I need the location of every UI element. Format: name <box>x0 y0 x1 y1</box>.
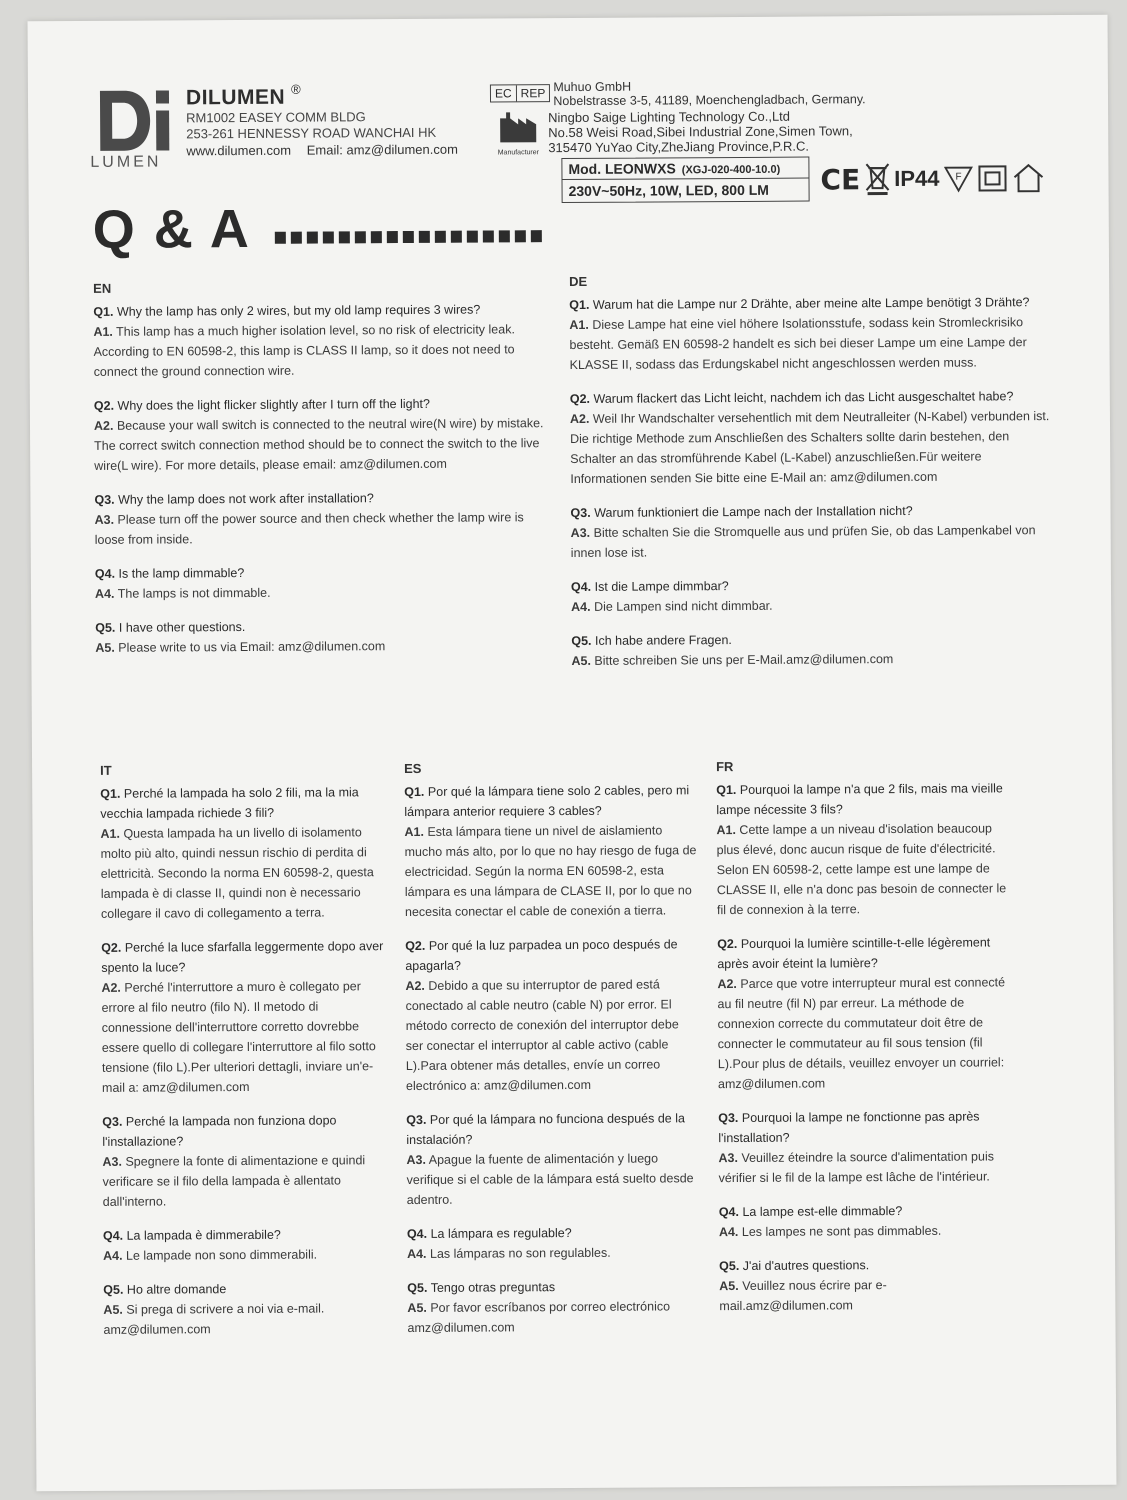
qa-item <box>571 628 1059 671</box>
website: www.dilumen.com <box>186 142 292 159</box>
answer-number: A5. <box>719 1278 739 1294</box>
qa-item <box>405 934 698 1096</box>
answer-text: Esta lámpara tiene un nivel de aislamiento mucho más alto, por lo que no hay riesgo de fuga de electricidad. Según la norma EN 60598-2, esta lámpara es una lámpara de CLASE II, por lo que no necesita conectar el cable de conexión a tierra. <box>404 823 697 920</box>
email: Email: amz@dilumen.com <box>306 141 458 158</box>
answer-text: Debido a que su interruptor de pared está conectado al cable neutro (cable N) por error. El método correcto de conexión del interruptor debe ser conectar el interruptor al cable activo (cable L).Para obtener más detalles, envíe un correo electrónico a: amz@dilumen.com <box>405 977 679 1094</box>
question <box>716 778 1016 820</box>
answer-text: Le lampade non sono dimmerabili. <box>125 1247 318 1263</box>
question-number: Q5. <box>407 1280 428 1296</box>
answer-text: Spegnere la fonte di alimentazione e quindi verificare se il filo della lampada è allentato dall'interno. <box>102 1153 366 1209</box>
answer <box>100 822 389 924</box>
question <box>102 1110 390 1152</box>
question-number: Q4. <box>718 1204 740 1220</box>
question-number: Q4. <box>406 1226 428 1242</box>
model-name: Mod. LEONWXS <box>568 160 676 178</box>
logo-mark-icon <box>96 84 180 155</box>
answer-number: A2. <box>101 980 121 995</box>
company-info <box>185 81 458 159</box>
qa-item <box>406 1108 699 1210</box>
manufacturer-address-1: No.58 Weisi Road,Sibei Industrial Zone,Simen Town, <box>548 123 853 141</box>
factory-icon <box>498 110 538 144</box>
answer-text: Questa lampada ha un livello di isolamento molto più alto, quindi nessun rischio di perdita di elettricità. Secondo la norma EN 60598-2, questa lampada è di classe II, quindi non è necessario collegare il cavo di collegamento a terra. <box>100 825 374 921</box>
question-number: Q1. <box>100 786 121 801</box>
title-dots <box>275 230 542 244</box>
qa-item <box>571 574 1059 617</box>
question-text: Why the lamp has only 2 wires, but my old lamp requires 3 wires? <box>116 302 481 319</box>
ec-rep-address: Nobelstrasse 3-5, 41189, Moenchengladbach, Germany. <box>553 92 866 109</box>
qa-item <box>718 1106 1018 1188</box>
question-number: Q1. <box>716 782 737 798</box>
answer-text: Parce que votre interrupteur mural est connecté au fil neutre (fil N) par erreur. La méthode de connexion correcte du commutateur doit être de connecter le commutateur au fil sous tension (fil L).Pour plus de détails, veuillez envoyer un courriel: amz@dilumen.com <box>717 975 1006 1092</box>
answer <box>716 818 1017 920</box>
indoor-use-icon <box>1011 163 1045 193</box>
answer-text: Veuillez nous écrire par e-mail.amz@dilumen.com <box>719 1278 887 1314</box>
answer-number: A2. <box>569 411 590 427</box>
qa-item <box>569 292 1057 375</box>
question-number: Q2. <box>101 940 122 955</box>
company-name: DILUMEN <box>185 85 286 110</box>
rep-label: REP <box>516 85 550 101</box>
svg-text:F: F <box>955 171 962 183</box>
qa-section-fr <box>716 755 1019 1330</box>
question <box>103 1224 391 1246</box>
question <box>100 782 388 824</box>
qa-item <box>407 1222 699 1264</box>
question <box>404 780 696 822</box>
answer <box>719 1220 1019 1242</box>
answer-text: Las lámparas no son regulables. <box>429 1245 611 1261</box>
answer-number: A5. <box>103 1302 123 1317</box>
certification-marks <box>820 161 1045 196</box>
answer-number: A2. <box>405 978 425 994</box>
ec-label: EC <box>494 86 512 101</box>
answer-number: A1. <box>569 317 589 333</box>
answer-text: Please turn off the power source and then check whether the lamp wire is loose from inside. <box>94 510 524 547</box>
answer <box>719 1274 1019 1316</box>
qa-item <box>103 1224 391 1266</box>
question-text: Is the lamp dimmable? <box>118 565 245 581</box>
question-number: Q2. <box>569 391 591 407</box>
qa-section-de <box>569 269 1060 685</box>
question-text: Pourquoi la lampe n'a que 2 fils, mais ma vieille lampe nécessite 3 fils? <box>716 781 1003 818</box>
question-text: Perché la luce sfarfalla leggermente dopo aver spento la luce? <box>101 939 384 975</box>
answer-number: A4. <box>718 1224 739 1240</box>
question-text: J'ai d'autres questions. <box>742 1258 870 1273</box>
manufacturer-label: Manufacturer <box>497 149 539 157</box>
qa-item <box>719 1200 1019 1242</box>
answer-number: A4. <box>94 586 115 601</box>
answer-number: A2. <box>93 418 114 433</box>
logo-wordmark: LUMEN <box>90 153 162 171</box>
answer <box>95 635 547 658</box>
answer <box>103 1244 391 1266</box>
answer <box>571 594 1059 617</box>
answer <box>95 507 547 550</box>
question <box>407 1222 699 1244</box>
answer <box>718 1146 1018 1188</box>
answer-number: A3. <box>718 1150 738 1166</box>
answer-number: A1. <box>100 826 120 841</box>
question-number: Q4. <box>570 579 592 595</box>
qa-item <box>407 1276 699 1338</box>
instruction-sheet <box>28 15 1117 1492</box>
answer-text: This lamp has a much higher isolation level, so no risk of electricity leak. According to EN 60598-2, this lamp is CLASS II lamp, so it does not need to connect the ground connection wire. <box>93 322 515 379</box>
question-text: Tengo otras preguntas <box>430 1280 556 1295</box>
qa-item <box>93 299 545 382</box>
language-heading: EN <box>93 280 112 296</box>
answer-number: A3. <box>94 512 115 527</box>
question-text: La lampe est-elle dimmable? <box>742 1203 903 1219</box>
answer-text: Because your wall switch is connected to the neutral wire(N wire) by mistake. The correct switch connection method should be to connect the switch to the live wire(L wire). For more details, please email: amz@dilumen.com <box>94 416 544 473</box>
question-number: Q2. <box>717 936 738 952</box>
question-text: Por qué la lámpara no funciona después de la instalación? <box>406 1111 685 1148</box>
question-number: Q5. <box>95 620 116 635</box>
question <box>717 932 1017 974</box>
answer-text: Die Lampen sind nicht dimmbar. <box>594 598 773 614</box>
answer-number: A5. <box>407 1300 427 1316</box>
answer-text: Bitte schalten Sie die Stromquelle aus und prüfen Sie, ob das Lampenkabel von innen lose ist. <box>570 523 1036 561</box>
question-number: Q5. <box>571 633 592 649</box>
question-text: Por qué la luz parpadea un poco después de apagarla? <box>405 937 678 974</box>
manufacturer-address-2: 315470 YuYao City,ZheJiang Province,P.R.C. <box>548 138 809 156</box>
question-text: Pourquoi la lumière scintille-t-elle légèrement après avoir éteint la lumière? <box>717 935 991 972</box>
answer-number: A3. <box>102 1154 122 1169</box>
answer <box>404 820 697 922</box>
answer <box>406 1148 698 1210</box>
answer <box>405 974 698 1096</box>
answer-text: Please write to us via Email: amz@dilumen.com <box>118 639 386 655</box>
answer-text: Weil Ihr Wandschalter versehentlich mit dem Neutralleiter (N-Kabel) verbunden ist. Die richtige Methode zum Anschließen des Schalters sollte darin bestehen, den Schalter an das stromführende Kabel (L-Kabel) anzuschließen.Für weitere Informationen senden Sie bitte eine E-Mail an: amz@dilumen.com <box>570 409 1050 487</box>
answer <box>95 581 547 604</box>
answer-number: A4. <box>571 599 591 615</box>
answer <box>571 520 1059 563</box>
answer-number: A4. <box>407 1246 427 1262</box>
language-heading: ES <box>404 760 422 777</box>
page-title: Q & A <box>92 198 251 260</box>
qa-section-en <box>93 276 547 672</box>
question-text: Por qué la lámpara tiene solo 2 cables, pero mi lámpara anterior requiere 3 cables? <box>404 783 690 820</box>
question <box>103 1278 391 1300</box>
answer-text: Por favor escríbanos por correo electrónico amz@dilumen.com <box>407 1299 671 1336</box>
model-code: (XGJ-020-400-10.0) <box>681 163 781 177</box>
answer-number: A4. <box>103 1248 123 1263</box>
question <box>405 934 697 976</box>
answer <box>407 1296 699 1338</box>
question <box>101 936 389 978</box>
answer-text: Diese Lampe hat eine viel höhere Isolationsstufe, sodass kein Stromleckrisiko besteht. Gemäß EN 60598-2 handelt es sich bei dieser Lampe um eine Lampe der KLASSE II, sodass das Erdungskabel nicht angeschlossen werden muss. <box>569 315 1027 373</box>
language-heading: FR <box>716 759 734 775</box>
question-text: Warum hat die Lampe nur 2 Drähte, aber meine alte Lampe benötigt 3 Drähte? <box>592 295 1030 312</box>
question-number: Q1. <box>404 784 425 800</box>
answer <box>103 1298 391 1340</box>
answer <box>93 319 545 382</box>
weee-bin-icon <box>864 162 890 196</box>
qa-item <box>570 386 1059 489</box>
language-heading: DE <box>569 273 588 290</box>
answer <box>94 413 546 476</box>
question <box>406 1108 698 1150</box>
answer-number: A3. <box>406 1152 426 1168</box>
ec-rep-name: Muhuo GmbH <box>553 79 632 95</box>
qa-item <box>94 393 546 476</box>
question <box>95 615 547 638</box>
question-text: Warum funktioniert die Lampe nach der Installation nicht? <box>594 503 913 520</box>
question <box>719 1200 1019 1222</box>
question-number: Q5. <box>719 1258 740 1274</box>
question-number: Q2. <box>405 938 426 954</box>
question-text: Pourquoi la lampe ne fonctionne pas après l'installation? <box>718 1109 980 1146</box>
question <box>95 561 547 584</box>
question-text: Perché la lampada ha solo 2 fili, ma la mia vecchia lampada richiede 3 fili? <box>100 785 359 821</box>
answer-number: A2. <box>717 976 737 992</box>
qa-section-it <box>100 759 392 1354</box>
qa-item <box>719 1254 1019 1316</box>
answer <box>569 312 1057 375</box>
address-line-1: RM1002 EASEY COMM BLDG <box>186 109 366 126</box>
question-number: Q4. <box>102 1228 124 1243</box>
answer-number: A3. <box>570 525 591 541</box>
answer <box>570 406 1058 489</box>
question <box>719 1254 1019 1276</box>
manufacturer-name: Ningbo Saige Lighting Technology Co.,Ltd <box>548 108 791 126</box>
question-text: Why the lamp does not work after installation? <box>118 491 374 507</box>
class-ii-icon <box>977 164 1007 192</box>
question-number: Q1. <box>93 304 114 319</box>
answer <box>717 972 1018 1094</box>
question <box>407 1276 699 1298</box>
qa-item <box>102 1110 391 1212</box>
answer-number: A1. <box>716 823 736 838</box>
qa-item <box>101 936 390 1098</box>
f-triangle-icon <box>943 165 973 193</box>
question-number: Q3. <box>406 1112 427 1128</box>
question-text: Perché la lampada non funziona dopo l'installazione? <box>102 1113 337 1149</box>
answer <box>102 1150 390 1212</box>
question <box>718 1106 1018 1148</box>
question-number: Q4. <box>94 566 116 581</box>
qa-item <box>95 561 547 604</box>
model-box <box>561 157 809 204</box>
question-number: Q2. <box>93 398 115 413</box>
model-spec: 230V~50Hz, 10W, LED, 800 LM <box>568 181 769 200</box>
question-number: Q3. <box>94 492 115 507</box>
answer-number: A1. <box>93 324 113 339</box>
qa-item <box>404 780 697 922</box>
question-text: Why does the light flicker slightly after I turn off the light? <box>117 396 430 413</box>
answer <box>571 648 1059 671</box>
registered-mark: ® <box>291 81 301 97</box>
answer-text: Veuillez éteindre la source d'alimentation puis vérifier si le fil de la lampe est lâche de l'intérieur. <box>718 1149 994 1186</box>
question-number: Q1. <box>569 297 590 313</box>
answer <box>101 976 390 1098</box>
qa-item <box>95 615 547 658</box>
address-line-2: 253-261 HENNESSY ROAD WANCHAI HK <box>186 124 437 142</box>
question <box>94 393 546 416</box>
question-number: Q3. <box>718 1110 739 1126</box>
answer-text: Apague la fuente de alimentación y luego verifique si el cable de la lámpara está suelto desde adentro. <box>406 1151 694 1208</box>
question-number: Q3. <box>102 1114 123 1129</box>
answer-number: A5. <box>571 653 591 669</box>
answer-text: Cette lampe a un niveau d'isolation beaucoup plus élevé, donc aucun risque de fuite d'électricité. Selon EN 60598-2, cette lampe est une lampe de CLASSE II, elle n'a donc pas besoin de connecter le fil de connexion à la terre. <box>716 821 1007 918</box>
answer-text: Si prega di scrivere a noi via e-mail. amz@dilumen.com <box>103 1301 325 1337</box>
qa-item <box>103 1278 391 1340</box>
ip44-mark: IP44 <box>894 165 940 192</box>
answer-text: Bitte schreiben Sie uns per E-Mail.amz@dilumen.com <box>594 652 894 668</box>
dilumen-logo <box>96 84 181 195</box>
question-text: Ho altre domande <box>126 1282 227 1297</box>
question-text: Ist die Lampe dimmbar? <box>594 579 729 594</box>
question-number: Q5. <box>103 1282 124 1297</box>
question-number: Q3. <box>570 505 591 521</box>
ce-mark: CE <box>820 162 861 196</box>
qa-item <box>100 782 389 924</box>
qa-item <box>570 500 1058 563</box>
answer-number: A5. <box>95 640 115 655</box>
answer-number: A1. <box>404 824 424 840</box>
answer-text: Les lampes ne sont pas dimmables. <box>741 1223 942 1239</box>
language-heading: IT <box>100 762 112 778</box>
question-text: I have other questions. <box>118 619 246 635</box>
ec-rep-symbol <box>490 84 550 102</box>
answer-text: The lamps is not dimmable. <box>117 585 271 601</box>
answer <box>407 1242 699 1264</box>
question-text: Warum flackert das Licht leicht, nachdem ich das Licht ausgeschaltet habe? <box>593 389 1014 406</box>
qa-item <box>716 778 1017 920</box>
ec-rep-block <box>490 78 866 108</box>
qa-item <box>717 932 1018 1094</box>
qa-item <box>94 487 546 550</box>
question-text: Ich habe andere Fragen. <box>594 633 732 648</box>
question-text: La lámpara es regulable? <box>430 1226 572 1241</box>
question <box>93 299 545 322</box>
answer-text: Perché l'interruttore a muro è collegato per errore al filo neutro (filo N). Il metodo di connessione dell'interruttore corretto dovrebbe essere quello di collegare l'interruttore al filo sotto tensione (filo L).Per ulteriori dettagli, inviare un'e-mail a: amz@dilumen.com <box>101 979 376 1095</box>
question-text: La lampada è dimmerabile? <box>126 1227 281 1243</box>
question <box>94 487 546 510</box>
qa-section-es <box>404 757 700 1352</box>
manufacturer-block <box>490 108 853 156</box>
